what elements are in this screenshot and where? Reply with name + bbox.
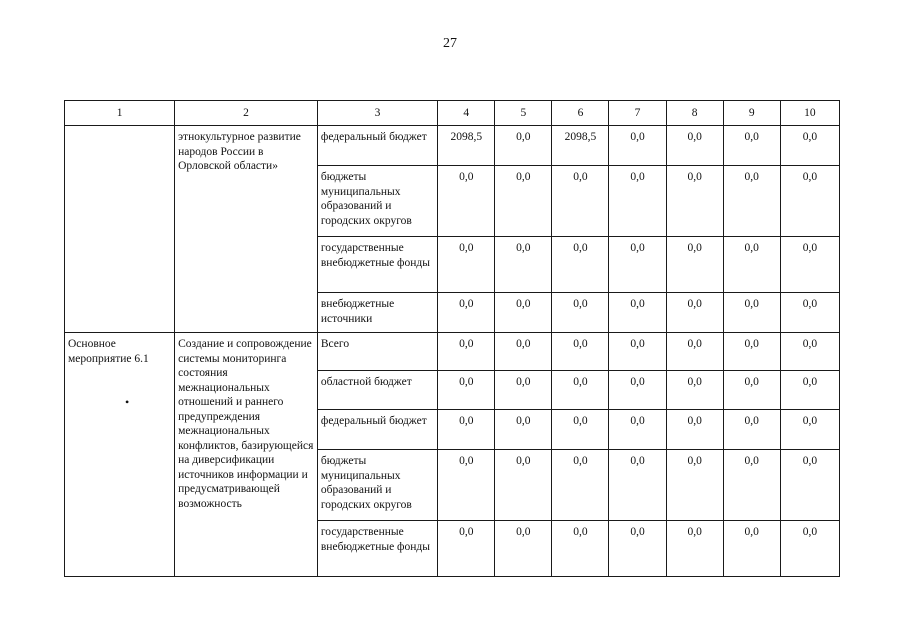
funding-source-cell: государственные внебюджетные фонды: [317, 521, 437, 577]
value-cell: 0,0: [723, 371, 780, 410]
table-row: [65, 126, 840, 166]
value-cell: 0,0: [723, 450, 780, 521]
funding-source-cell: государственные внебюджетные фонды: [317, 237, 437, 293]
value-cell: 0,0: [552, 237, 609, 293]
value-cell: 0,0: [723, 237, 780, 293]
value-cell: 0,0: [495, 450, 552, 521]
value-cell: 0,0: [666, 333, 723, 371]
funding-source-cell: областной бюджет: [317, 371, 437, 410]
table-row: [65, 333, 840, 371]
page-number: 27: [443, 36, 457, 51]
value-cell: 0,0: [666, 521, 723, 577]
column-header: 6: [552, 101, 609, 126]
value-cell: 0,0: [780, 450, 839, 521]
funding-source-cell: бюджеты муниципальных образований и городских округов: [317, 450, 437, 521]
value-cell: 0,0: [438, 166, 495, 237]
value-cell: 0,0: [780, 293, 839, 333]
value-cell: 0,0: [609, 410, 666, 450]
value-cell: 0,0: [438, 237, 495, 293]
value-cell: 0,0: [666, 371, 723, 410]
value-cell: 0,0: [495, 371, 552, 410]
funding-source-cell: бюджеты муниципальных образований и городских округов: [317, 166, 437, 237]
value-cell: 2098,5: [438, 126, 495, 166]
value-cell: 0,0: [609, 333, 666, 371]
funding-source-cell: Всего: [317, 333, 437, 371]
value-cell: 0,0: [666, 166, 723, 237]
value-cell: 0,0: [609, 450, 666, 521]
column-header: 8: [666, 101, 723, 126]
description-cell: этнокультурное развитие народов России в Орловской области»: [175, 126, 318, 333]
value-cell: 0,0: [723, 521, 780, 577]
value-cell: 0,0: [552, 371, 609, 410]
value-cell: 0,0: [495, 410, 552, 450]
value-cell: 0,0: [666, 410, 723, 450]
funding-source-cell: федеральный бюджет: [317, 410, 437, 450]
value-cell: 0,0: [609, 166, 666, 237]
stray-mark: •: [125, 395, 130, 409]
funding-source-cell: внебюджетные источники: [317, 293, 437, 333]
budget-table: [64, 100, 840, 577]
column-header: 3: [317, 101, 437, 126]
table-body: [65, 101, 840, 577]
column-header: 10: [780, 101, 839, 126]
activity-cell: [65, 126, 175, 333]
value-cell: 0,0: [609, 237, 666, 293]
value-cell: 0,0: [438, 371, 495, 410]
description-cell: Создание и сопровождение системы мониторинга состояния межнациональных отношений и раннего предупреждения межнациональных конфликтов, базирующейся на диверсификации источников информации и предусматривающей возможность: [175, 333, 318, 577]
value-cell: 0,0: [780, 126, 839, 166]
value-cell: 0,0: [495, 333, 552, 371]
value-cell: 2098,5: [552, 126, 609, 166]
value-cell: 0,0: [609, 293, 666, 333]
value-cell: 0,0: [552, 293, 609, 333]
value-cell: 0,0: [723, 126, 780, 166]
value-cell: 0,0: [438, 450, 495, 521]
value-cell: 0,0: [438, 293, 495, 333]
value-cell: 0,0: [552, 166, 609, 237]
value-cell: 0,0: [723, 333, 780, 371]
column-header: 5: [495, 101, 552, 126]
value-cell: 0,0: [780, 237, 839, 293]
activity-cell: Основное мероприятие 6.1: [65, 333, 175, 577]
value-cell: 0,0: [666, 293, 723, 333]
funding-source-cell: федеральный бюджет: [317, 126, 437, 166]
value-cell: 0,0: [438, 410, 495, 450]
column-header: 2: [175, 101, 318, 126]
value-cell: 0,0: [780, 521, 839, 577]
value-cell: 0,0: [552, 410, 609, 450]
value-cell: 0,0: [723, 293, 780, 333]
column-header: 9: [723, 101, 780, 126]
value-cell: 0,0: [666, 450, 723, 521]
table-header-row: [65, 101, 840, 126]
column-header: 4: [438, 101, 495, 126]
value-cell: 0,0: [666, 237, 723, 293]
value-cell: 0,0: [609, 126, 666, 166]
value-cell: 0,0: [495, 237, 552, 293]
value-cell: 0,0: [495, 126, 552, 166]
value-cell: 0,0: [780, 333, 839, 371]
value-cell: 0,0: [723, 410, 780, 450]
value-cell: 0,0: [495, 293, 552, 333]
value-cell: 0,0: [438, 333, 495, 371]
value-cell: 0,0: [723, 166, 780, 237]
column-header: 1: [65, 101, 175, 126]
value-cell: 0,0: [552, 333, 609, 371]
value-cell: 0,0: [495, 521, 552, 577]
value-cell: 0,0: [780, 371, 839, 410]
value-cell: 0,0: [495, 166, 552, 237]
value-cell: 0,0: [609, 371, 666, 410]
value-cell: 0,0: [552, 450, 609, 521]
value-cell: 0,0: [666, 126, 723, 166]
column-header: 7: [609, 101, 666, 126]
value-cell: 0,0: [438, 521, 495, 577]
value-cell: 0,0: [609, 521, 666, 577]
value-cell: 0,0: [780, 410, 839, 450]
value-cell: 0,0: [552, 521, 609, 577]
value-cell: 0,0: [780, 166, 839, 237]
